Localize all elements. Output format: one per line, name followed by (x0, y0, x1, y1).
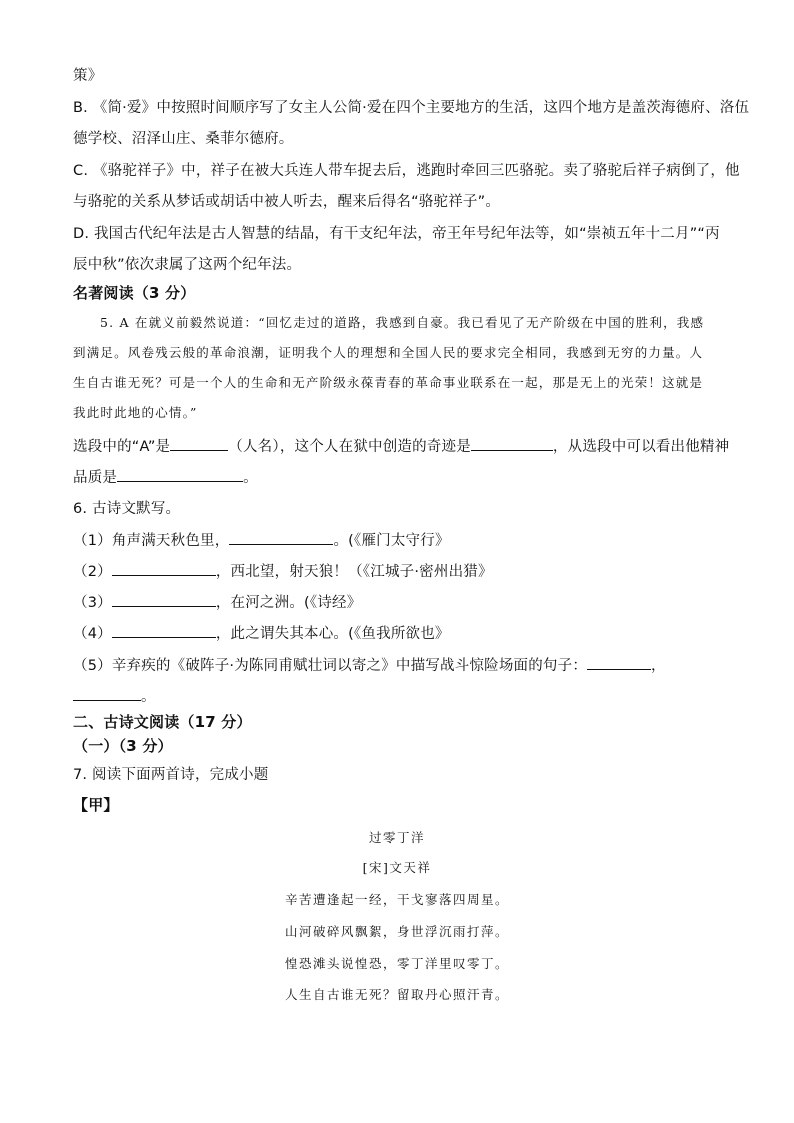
answer-blank[interactable] (229, 530, 333, 545)
jia-label: 【甲】 (73, 796, 119, 814)
option-b-line2: 德学校、沼泽山庄、桑菲尔德府。 (73, 131, 294, 147)
quote-line3: 生自古谁无死？可是一个人的生命和无产阶级永葆青春的革命事业联系在一起，那是无上的光荣！这就是 (73, 375, 704, 390)
section2-heading: 二、古诗文阅读（17 分） (73, 713, 252, 731)
q6-item1 (73, 530, 450, 551)
q6-item4-post: ，此之谓失其本心。(《鱼我所欲也》 (215, 626, 450, 642)
q6-item3 (73, 592, 361, 613)
answer-blank[interactable] (471, 436, 553, 451)
question5-line2 (73, 467, 258, 488)
option-b-line1: B. 《简·爱》中按照时间顺序写了女主人公简·爱在四个主要地方的生活，这四个地方是盖茨海德府、洛伍 (73, 100, 750, 116)
section-heading-mingzhu: 名著阅读（3 分） (73, 284, 196, 302)
answer-blank[interactable] (587, 655, 651, 670)
quote-line1: 5. A 在就义前毅然说道：“回忆走过的道路，我感到自豪。我已看见了无产阶级在中国的胜利，我感 (100, 315, 705, 330)
option-d-line1: D. 我国古代纪年法是古人智慧的结晶，有干支纪年法，帝王年号纪年法等，如“崇祯五年十二月”“丙 (73, 226, 720, 242)
q6-item2 (73, 561, 493, 582)
q6-item2-post: ，西北望，射天狼！（《江城子·密州出猎》 (215, 564, 493, 580)
paragraph-tail: 策》 (73, 68, 103, 84)
answer-blank[interactable] (112, 623, 216, 638)
q6-item1-pre: （1）角声满天秋色里， (73, 533, 230, 549)
quote-line4: 我此时此地的心情。” (73, 405, 198, 420)
q6-item5-end: 。 (141, 689, 156, 705)
q6-item3-post: ，在河之洲。(《诗经》 (215, 595, 362, 611)
answer-blank[interactable] (117, 467, 243, 482)
q5-part5: 。 (243, 470, 258, 486)
quote-line2: 到满足。风卷残云般的革命浪潮，证明我个人的理想和全国人民的要求完全相同，我感到无穷的力量。人 (73, 345, 704, 360)
q6-item4 (73, 623, 450, 644)
poem-title: 过零丁洋 (368, 830, 425, 845)
answer-blank[interactable] (112, 561, 216, 576)
q6-item5-line2 (73, 686, 156, 707)
q5-part3: ，从选段中可以看出他精神 (552, 439, 730, 455)
answer-blank[interactable] (170, 436, 228, 451)
poem-line: 辛苦遭逢起一经，干戈寥落四周星。 (284, 892, 509, 907)
section2-subheading: （一）（3 分） (73, 737, 173, 755)
q6-item4-pre: （4） (73, 626, 112, 642)
q5-part4: 品质是 (73, 470, 118, 486)
poem-line: 山河破碎风飘絮，身世浮沉雨打萍。 (284, 924, 509, 939)
option-c-line2: 与骆驼的关系从梦话或胡话中被人听去，醒来后得名“骆驼祥子”。 (73, 194, 501, 210)
question5-line1 (73, 436, 729, 457)
q5-part2: （人名），这个人在狱中创造的奇迹是 (228, 439, 471, 455)
q6-item5 (73, 655, 666, 676)
option-d-line2: 辰中秋”依次隶属了这两个纪年法。 (73, 257, 302, 273)
q6-item5-text: （5）辛弃疾的《破阵子·为陈同甫赋壮词以寄之》中描写战斗惊险场面的句子： (73, 658, 588, 674)
poem-line: 惶恐滩头说惶恐，零丁洋里叹零丁。 (284, 956, 509, 971)
poem-author: [宋]文天祥 (362, 860, 432, 875)
question6-title: 6. 古诗文默写。 (73, 501, 181, 517)
question7: 7. 阅读下面两首诗，完成小题 (73, 767, 269, 783)
q5-part1: 选段中的“A”是 (73, 439, 171, 455)
poem-line: 人生自古谁无死？留取丹心照汗青。 (284, 987, 509, 1002)
answer-blank[interactable] (112, 592, 216, 607)
q6-item3-pre: （3） (73, 595, 112, 611)
option-c-line1: C. 《骆驼祥子》中，祥子在被大兵连人带车捉去后，逃跑时牵回三匹骆驼。卖了骆驼后祥子病倒了，他 (73, 163, 740, 179)
q6-item1-post: 。(《雁门太守行》 (333, 533, 450, 549)
q6-item5-comma: ， (651, 658, 666, 674)
q6-item2-pre: （2） (73, 564, 112, 580)
answer-blank[interactable] (73, 686, 141, 701)
